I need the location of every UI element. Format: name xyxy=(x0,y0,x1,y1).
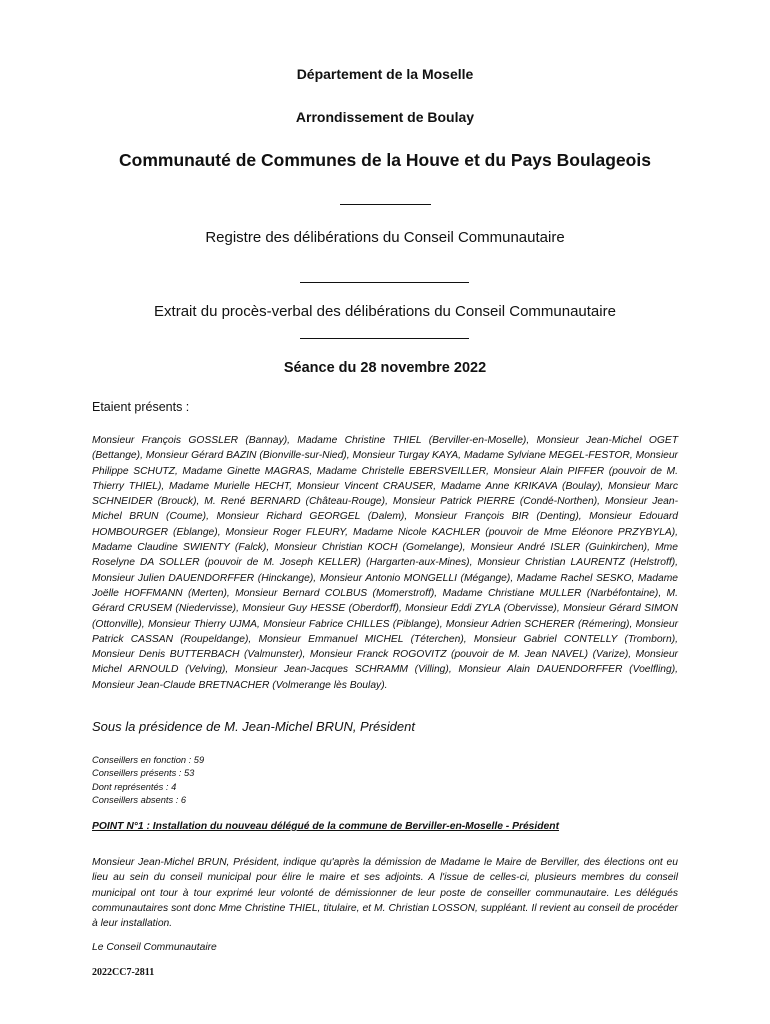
separator-rule xyxy=(340,204,431,205)
separator-rule xyxy=(300,282,469,283)
presidence-line: Sous la présidence de M. Jean-Michel BRUN, Président xyxy=(92,719,415,734)
communaute-title: Communauté de Communes de la Houve et du Pays Boulageois xyxy=(119,150,651,170)
counts-block xyxy=(92,754,204,808)
count-absents: Conseillers absents : 6 xyxy=(92,795,187,806)
arrondissement-heading: Arrondissement de Boulay xyxy=(295,109,475,125)
departement-heading: Département de la Moselle xyxy=(296,66,474,82)
members-list: Monsieur François GOSSLER (Bannay), Madame Christine THIEL (Berviller-en-Moselle), Monsieur Jean-Michel OGET (Bettange), Monsieur Gérard BAZIN (Bionville-sur-Nied), Monsieur Turgay KAYA, Madame Sylviane MEGEL-FESTOR, Monsieur Philippe SCHUTZ, Madame Ginette MAGRAS, Madame Christelle EBERSVEILLER, Monsieur Alain PIFFER (pouvoir de M. Thierry THIEL), Madame Murielle HECHT, Monsieur Vincent CRAUSER, Madame Anne KRIKAVA (Boulay), Monsieur Marc SCHNEIDER (Brouck), M. René BERNARD (Château-Rouge), Monsieur Patrick PIERRE (Condé-Northen), Monsieur Jean-Michel BRUN (Coume), Monsieur Richard GEORGEL (Dalem), Monsieur François BIR (Denting), Monsieur Edouard HOMBOURGER (Eblange), Monsieur Roger FLEURY, Madame Nicole KACHLER (pouvoir de Mme Eléonore PRZYBYLA), Madame Claudine SWIENTY (Falck), Monsieur Christian KOCH (Gomelange), Monsieur André ISLER (Guinkirchen), Mme Roselyne DA SOLLER (pouvoir de M. Joseph KELLER) (Hargarten-aux-Mines), Monsieur Christian LAURENTZ (Helstroff), Monsieur Julien DAUENDORFFER (Hinckange), Monsieur Antonio MONGELLI (Mégange), Madame Rachel SESKO, Madame Joëlle HOFFMANN (Merten), Monsieur Bernard COLBUS (Momerstroff), Madame Christiane MULLER (Narbéfontaine), M. Gérard CRUSEM (Niedervisse), Monsieur Guy HESSE (Oberdorff), Monsieur Eddi ZYLA (Obervisse), Monsieur Gérard SIMON (Ottonville), Monsieur Thierry UJMA, Monsieur Fabrice CHILLES (Piblange), Monsieur Adrien SCHERER (Rémering), Monsieur Patrick CASSAN (Roupeldange), Monsieur Emmanuel MICHEL (Téterchen), Monsieur Gabriel CONTELLY (Tromborn), Monsieur Denis BUTTERBACH (Valmunster), Monsieur Franck ROGOVITZ (pouvoir de M. Jean NAVEL) (Varize), Monsieur Michel ARNOULD (Velving), Monsieur Jean-Jacques SCHRAMM (Villing), Monsieur Alain DAUENDORFFER (Voelfling), Monsieur Jean-Claude BRETNACHER (Volmerange lès Boulay). xyxy=(92,435,678,691)
point-body: Monsieur Jean-Michel BRUN, Président, indique qu'après la démission de Madame le Maire de Berviller, des élections ont eu lieu au sein du conseil municipal pour élire le maire et ses adjoints. A l'issue de celles-ci, plusieurs membres du conseil municipal ont tour à tour exprimé leur volonté de démissionner de leur poste de conseiller communautaire. Les délégués communautaires sont donc Mme Christine THIEL, titulaire, et M. Christian LOSSON, suppléant. Il revient au conseil de procéder à leur installation. xyxy=(92,857,678,930)
extrait-heading: Extrait du procès-verbal des délibérations du Conseil Communautaire xyxy=(154,303,616,320)
point-title: POINT N°1 : Installation du nouveau délégué de la commune de Berviller-en-Moselle - Président xyxy=(92,821,560,832)
registre-heading: Registre des délibérations du Conseil Communautaire xyxy=(205,229,565,246)
seance-heading: Séance du 28 novembre 2022 xyxy=(283,360,487,376)
reference-code: 2022CC7-2811 xyxy=(92,967,155,978)
separator-rule xyxy=(300,338,469,339)
count-representes: Dont représentés : 4 xyxy=(92,781,177,792)
count-en-fonction: Conseillers en fonction : 59 xyxy=(92,755,205,765)
count-presents: Conseillers présents : 53 xyxy=(92,768,195,779)
conseil-line: Le Conseil Communautaire xyxy=(92,942,217,953)
presents-label: Etaient présents : xyxy=(92,400,190,414)
